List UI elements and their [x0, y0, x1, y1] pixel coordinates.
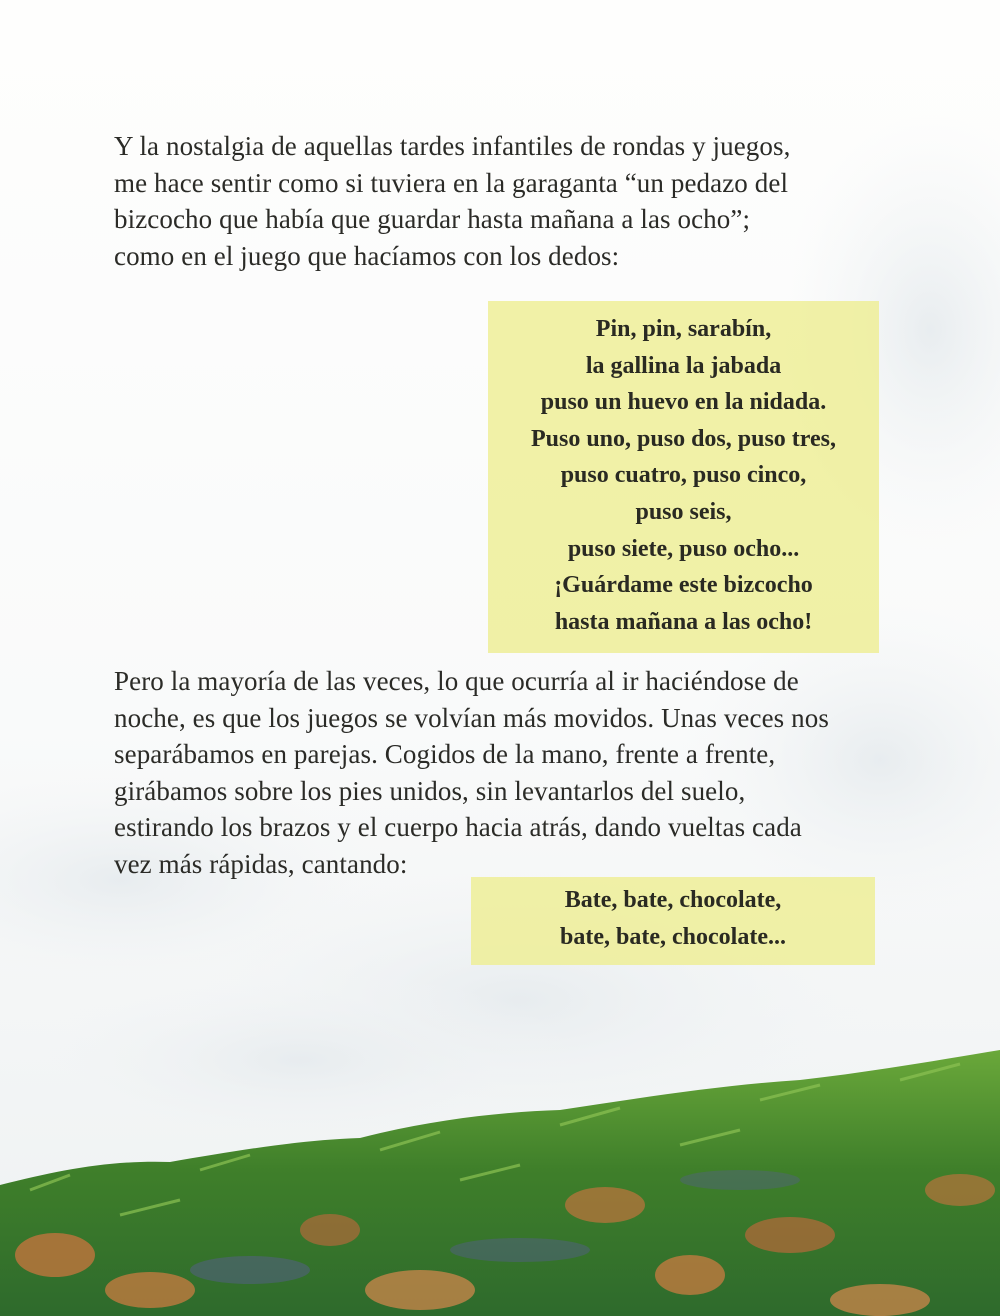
verse-line: hasta mañana a las ocho! — [554, 608, 813, 635]
second-paragraph — [114, 663, 874, 882]
text-line: separábamos en parejas. Cogidos de la mano, frente a frente, — [114, 739, 776, 769]
verse-line: puso un huevo en la nidada. — [540, 389, 827, 416]
text-line: girábamos sobre los pies unidos, sin levantarlos del suelo, — [114, 775, 746, 806]
verse-line: ¡Guárdame este bizcocho — [554, 572, 813, 599]
verse-box-bate-bate — [471, 877, 875, 965]
verse-line: puso siete, puso ocho... — [567, 535, 800, 562]
verse-line: Bate, bate, chocolate, — [564, 887, 782, 913]
text-line: Pero la mayoría de las veces, lo que ocurría al ir haciéndose de — [114, 666, 799, 696]
text-line: Y la nostalgia de aquellas tardes infantiles de rondas y juegos, — [114, 131, 791, 161]
text-line: noche, es que los juegos se volvían más movidos. Unas veces nos — [114, 702, 829, 733]
verse-line: Pin, pin, sarabín, — [595, 316, 772, 342]
verse-line: puso cuatro, puso cinco, — [560, 462, 807, 489]
text-line: me hace sentir como si tuviera en la garaganta “un pedazo del — [114, 167, 789, 198]
verse-line: Puso uno, puso dos, puso tres, — [530, 425, 836, 452]
verse-line: puso seis, — [635, 498, 732, 525]
text-line: como en el juego que hacíamos con los dedos: — [114, 240, 620, 271]
verse-box-pin-pin — [488, 301, 879, 653]
text-line: bizcocho que había que guardar hasta mañana a las ocho”; — [114, 204, 751, 234]
text-line: vez más rápidas, cantando: — [114, 848, 408, 879]
verse-line: la gallina la jabada — [585, 352, 782, 379]
intro-paragraph — [114, 128, 874, 274]
verse-line: bate, bate, chocolate... — [560, 924, 786, 950]
text-line: estirando los brazos y el cuerpo hacia atrás, dando vueltas cada — [114, 812, 802, 842]
